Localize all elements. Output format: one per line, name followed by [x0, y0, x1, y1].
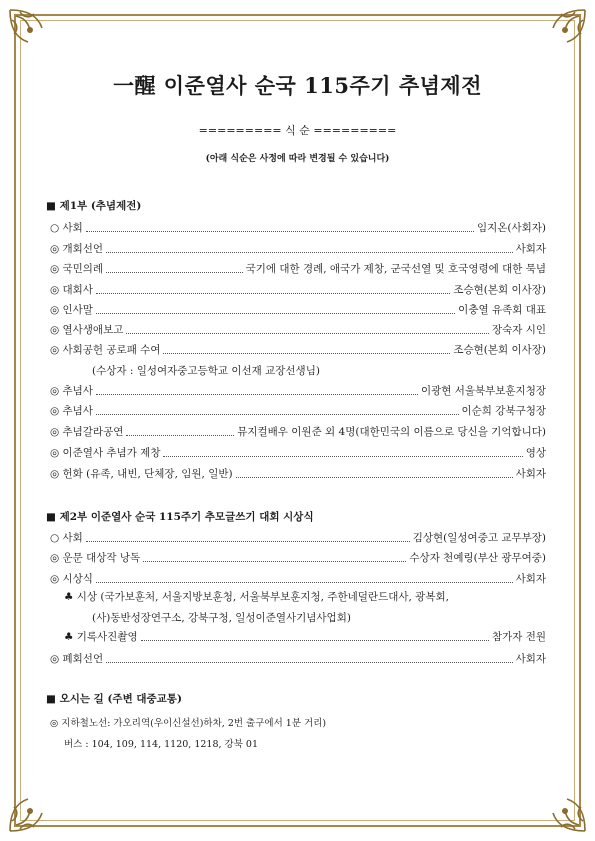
- program-label: ◎ 추념사: [50, 385, 93, 397]
- directions-heading: ■ 오시는 길 (주변 대중교통): [46, 693, 182, 705]
- award-recipient: (수상자 : 일성여자중고등학교 이선재 교장선생님): [92, 365, 320, 377]
- photo-row: [64, 630, 546, 644]
- corner-ornament-icon: [8, 787, 54, 833]
- program-label: ◎ 추념갈라공연: [50, 426, 124, 438]
- leader-dots: [86, 231, 474, 232]
- part1-heading: ■ 제1부 (추념제전): [46, 200, 142, 212]
- program-value: 영상: [525, 447, 546, 459]
- program-label: ◎ 헌화 (유족, 내빈, 단체장, 임원, 일반): [50, 468, 233, 480]
- program-label: ◎ 열사생애보고: [50, 324, 124, 336]
- program-row: [50, 323, 546, 337]
- bus-directions: 버스 : 104, 109, 114, 1120, 1218, 강북 01: [64, 739, 259, 750]
- program-value: 사회자: [515, 243, 546, 255]
- leader-dots: [126, 333, 489, 334]
- program-label: ◎ 개회선언: [50, 243, 104, 255]
- leader-dots: [143, 561, 406, 562]
- document-title: 一醒 이준열사 순국 115주기 추념제전: [112, 73, 482, 98]
- program-row: [50, 384, 546, 398]
- program-label: ◎ 인사말: [50, 304, 93, 316]
- leader-dots: [96, 582, 513, 583]
- program-value: 사회자: [515, 468, 546, 480]
- leader-dots: [96, 394, 418, 395]
- part2-heading: ■ 제2부 이준열사 순국 115주기 추모글쓰기 대회 시상식: [46, 511, 314, 523]
- program-row: [50, 551, 546, 565]
- awards-line-2: (사)동반성장연구소, 강북구청, 일성이준열사기념사업회): [92, 612, 351, 624]
- program-value: 임지온(사회자): [476, 222, 546, 234]
- leader-dots: [163, 353, 450, 354]
- photo-value: 참가자 전원: [491, 631, 546, 643]
- program-label: ◎ 대회사: [50, 284, 93, 296]
- leader-dots: [96, 414, 459, 415]
- program-label: ○ 사회: [50, 222, 83, 234]
- leader-dots: [96, 293, 450, 294]
- leader-dots: [86, 541, 410, 542]
- program-value: 김상현(일성여중고 교무부장): [412, 532, 546, 544]
- leader-dots: [126, 435, 234, 436]
- closing-label: ◎ 폐회선언: [50, 653, 104, 665]
- leader-dots: [96, 313, 455, 314]
- program-value: 이충열 유족회 대표: [458, 304, 546, 316]
- leader-dots: [106, 662, 512, 663]
- closing-row: [50, 652, 546, 666]
- program-value: 사회자: [515, 573, 546, 585]
- program-row: [50, 262, 546, 276]
- program-row: [50, 242, 546, 256]
- program-value: 이순희 강북구청장: [461, 405, 546, 417]
- program-value: 장숙자 시인: [491, 324, 546, 336]
- program-row: [50, 572, 546, 586]
- leader-dots: [106, 252, 512, 253]
- leader-dots: [141, 640, 489, 641]
- schedule-notice: (아래 식순은 사정에 따라 변경될 수 있습니다): [205, 154, 390, 164]
- closing-value: 사회자: [515, 653, 546, 665]
- awards-line-1: ♣ 시상 (국가보훈처, 서울지방보훈청, 서울북부보훈지청, 주한네덜란드대사, 광복회,: [64, 591, 449, 603]
- program-row: [50, 343, 546, 357]
- corner-ornament-icon: [8, 8, 54, 54]
- photo-label: ♣ 기록사진촬영: [64, 631, 138, 643]
- program-value: 국기에 대한 경례, 애국가 제창, 군국선열 및 호국영령에 대한 묵념: [245, 263, 546, 275]
- program-row: [50, 531, 546, 545]
- program-value: 조승현(본회 이사장): [453, 284, 546, 296]
- corner-ornament-icon: [541, 8, 587, 54]
- leader-dots: [236, 477, 513, 478]
- program-label: ◎ 국민의례: [50, 263, 104, 275]
- program-row: [50, 467, 546, 481]
- subway-directions: ◎ 지하철노선: 가오리역(우이신설선)하차, 2번 출구에서 1분 거리): [50, 718, 327, 729]
- program-row: [50, 404, 546, 418]
- program-subheading: ========= 식 순 =========: [198, 124, 397, 137]
- program-label: ◎ 추념사: [50, 405, 93, 417]
- program-row: [50, 221, 546, 235]
- program-label: ◎ 이준열사 추념가 제창: [50, 447, 161, 459]
- program-row: [50, 283, 546, 297]
- program-value: 조승현(본회 이사장): [453, 344, 546, 356]
- program-row: [50, 303, 546, 317]
- program-value: 이광현 서울북부보훈지청장: [420, 385, 546, 397]
- program-label: ◎ 운문 대상작 낭독: [50, 552, 141, 564]
- program-label: ◎ 시상식: [50, 573, 93, 585]
- program-row: [50, 425, 546, 439]
- program-label: ◎ 사회공헌 공로패 수여: [50, 344, 161, 356]
- leader-dots: [163, 456, 522, 457]
- corner-ornament-icon: [541, 787, 587, 833]
- program-row: [50, 446, 546, 460]
- program-value: 뮤지컬배우 이원준 외 4명(대한민국의 이름으로 당신을 기억합니다): [237, 426, 546, 438]
- leader-dots: [106, 272, 242, 273]
- program-value: 수상자 천예링(부산 광무여중): [409, 552, 546, 564]
- program-label: ○ 사회: [50, 532, 83, 544]
